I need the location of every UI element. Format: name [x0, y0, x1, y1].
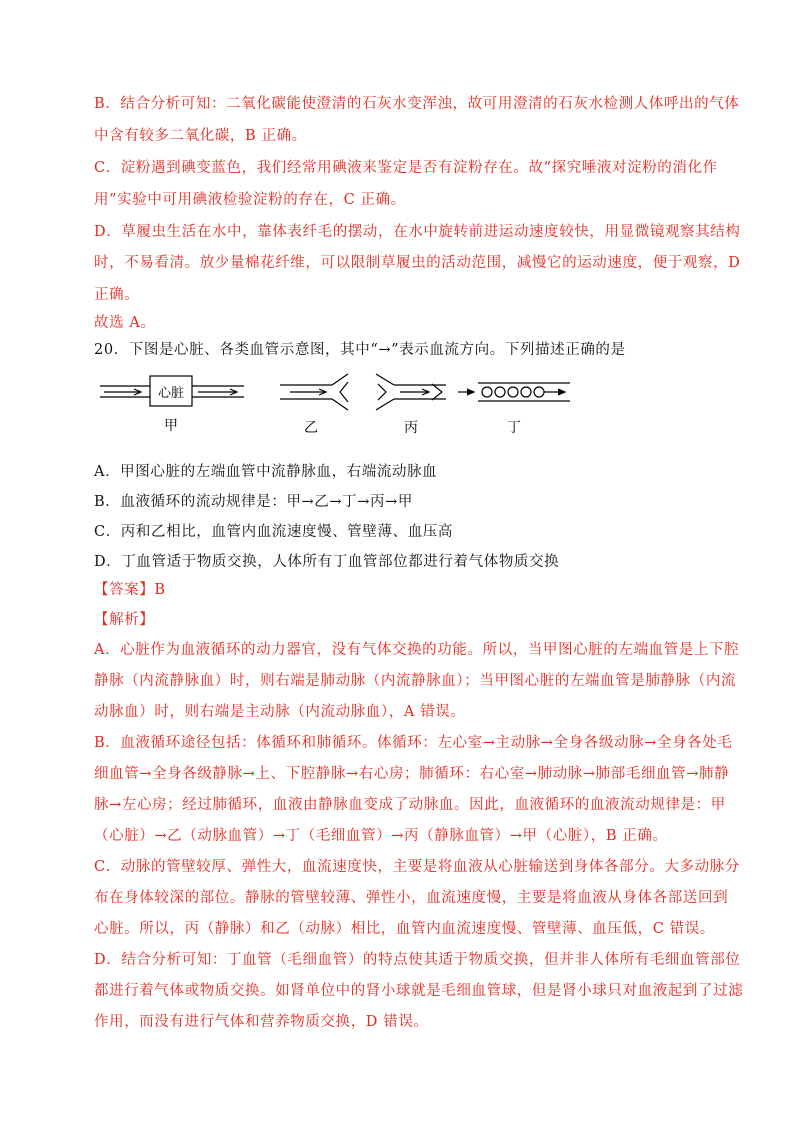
analysis-line: 时，不易看清。放少量棉花纤维，可以限制草履虫的活动范围，减慢它的运动速度，便于观察，D: [94, 255, 741, 271]
analysis-line: D．草履虫生活在水中，靠体表纤毛的摆动，在水中旋转前进运动速度较快，用显微镜观察其结构: [94, 224, 741, 240]
diagram-yi: [280, 374, 348, 410]
heart-vessel-diagram: [94, 370, 654, 440]
diagram-label-bing: 丙: [404, 420, 418, 436]
option-d: D．丁血管适于物质交换，人体所有丁血管部位都进行着气体物质交换: [94, 554, 560, 570]
diagram-label-ding: 丁: [507, 420, 521, 436]
option-a: A．甲图心脏的左端血管中流静脉血，右端流动脉血: [94, 464, 438, 480]
analysis-line: C．淀粉遇到碘变蓝色，我们经常用碘液来鉴定是否有淀粉存在。故“探究唾液对淀粉的消化作: [94, 160, 718, 176]
diagram-label-jia: 甲: [164, 418, 178, 434]
conclusion-line: 故选 A。: [94, 315, 156, 331]
analysis-heading: 【解析】: [94, 612, 155, 628]
option-b: B．血液循环的流动规律是：甲→乙→丁→丙→甲: [94, 494, 413, 510]
analysis-line: 心脏。所以，丙（静脉）和乙（动脉）相比，血管内血流速度慢、管壁薄、血压低，C 错误。: [94, 921, 715, 937]
analysis-line: C．动脉的管壁较厚、弹性大，血流速度快，主要是将血液从心脏输送到身体各部分。大多动脉分: [94, 859, 740, 875]
analysis-line: 动脉血）时，则右端是主动脉（内流动脉血），A 错误。: [94, 704, 466, 720]
analysis-line: 布在身体较深的部位。静脉的管壁较薄、弹性小，血流速度慢，主要是将血液从身体各部送回到: [94, 890, 729, 906]
analysis-line: D．结合分析可知：丁血管（毛细血管）的特点使其适于物质交换，但并非人体所有毛细血管部位: [94, 952, 741, 968]
analysis-line: A．心脏作为血液循环的动力器官，没有气体交换的功能。所以，当甲图心脏的左端血管是上下腔: [94, 642, 740, 658]
analysis-line: （心脏）→乙（动脉血管）→丁（毛细血管）→丙（静脉血管）→甲（心脏），B 正确。: [94, 828, 668, 844]
analysis-line: 都进行着气体或物质交换。如肾单位中的肾小球就是毛细血管球，但是肾小球只对血液起到了过滤: [94, 983, 744, 999]
analysis-line: 正确。: [94, 287, 140, 303]
analysis-line: 作用，而没有进行气体和营养物质交换，D 错误。: [94, 1014, 429, 1030]
analysis-line: 脉→左心房；经过肺循环，血液由静脉血变成了动脉血。因此，血液循环的血液流动规律是：甲: [94, 797, 726, 813]
analysis-line: 用”实验中可用碘液检验淀粉的存在，C 正确。: [94, 192, 406, 208]
option-c: C．丙和乙相比，血管内血流速度慢、管壁薄、血压高: [94, 524, 453, 540]
analysis-line: 细血管→全身各级静脉→上、下腔静脉→右心房；肺循环：右心室→肺动脉→肺部毛细血管→肺静: [94, 766, 730, 782]
diagram-ding: [458, 383, 570, 401]
analysis-line: 静脉（内流静脉血）时，则右端是肺动脉（内流静脉血）；当甲图心脏的左端血管是肺静脉（内流: [94, 673, 737, 689]
answer-label: 【答案】B: [94, 582, 166, 598]
analysis-line: 中含有较多二氧化碳，B 正确。: [94, 128, 307, 144]
question-stem: 20．下图是心脏、各类血管示意图，其中“→”表示血流方向。下列描述正确的是: [94, 342, 626, 358]
diagram-label-yi: 乙: [304, 420, 318, 436]
heart-label: 心脏: [157, 386, 185, 401]
analysis-line: B．结合分析可知：二氧化碳能使澄清的石灰水变浑浊，故可用澄清的石灰水检测人体呼出的气体: [94, 96, 740, 112]
analysis-line: B．血液循环途径包括：体循环和肺循环。体循环：左心室→主动脉→全身各级动脉→全身各处毛: [94, 735, 733, 751]
diagram-bing: [376, 374, 446, 410]
